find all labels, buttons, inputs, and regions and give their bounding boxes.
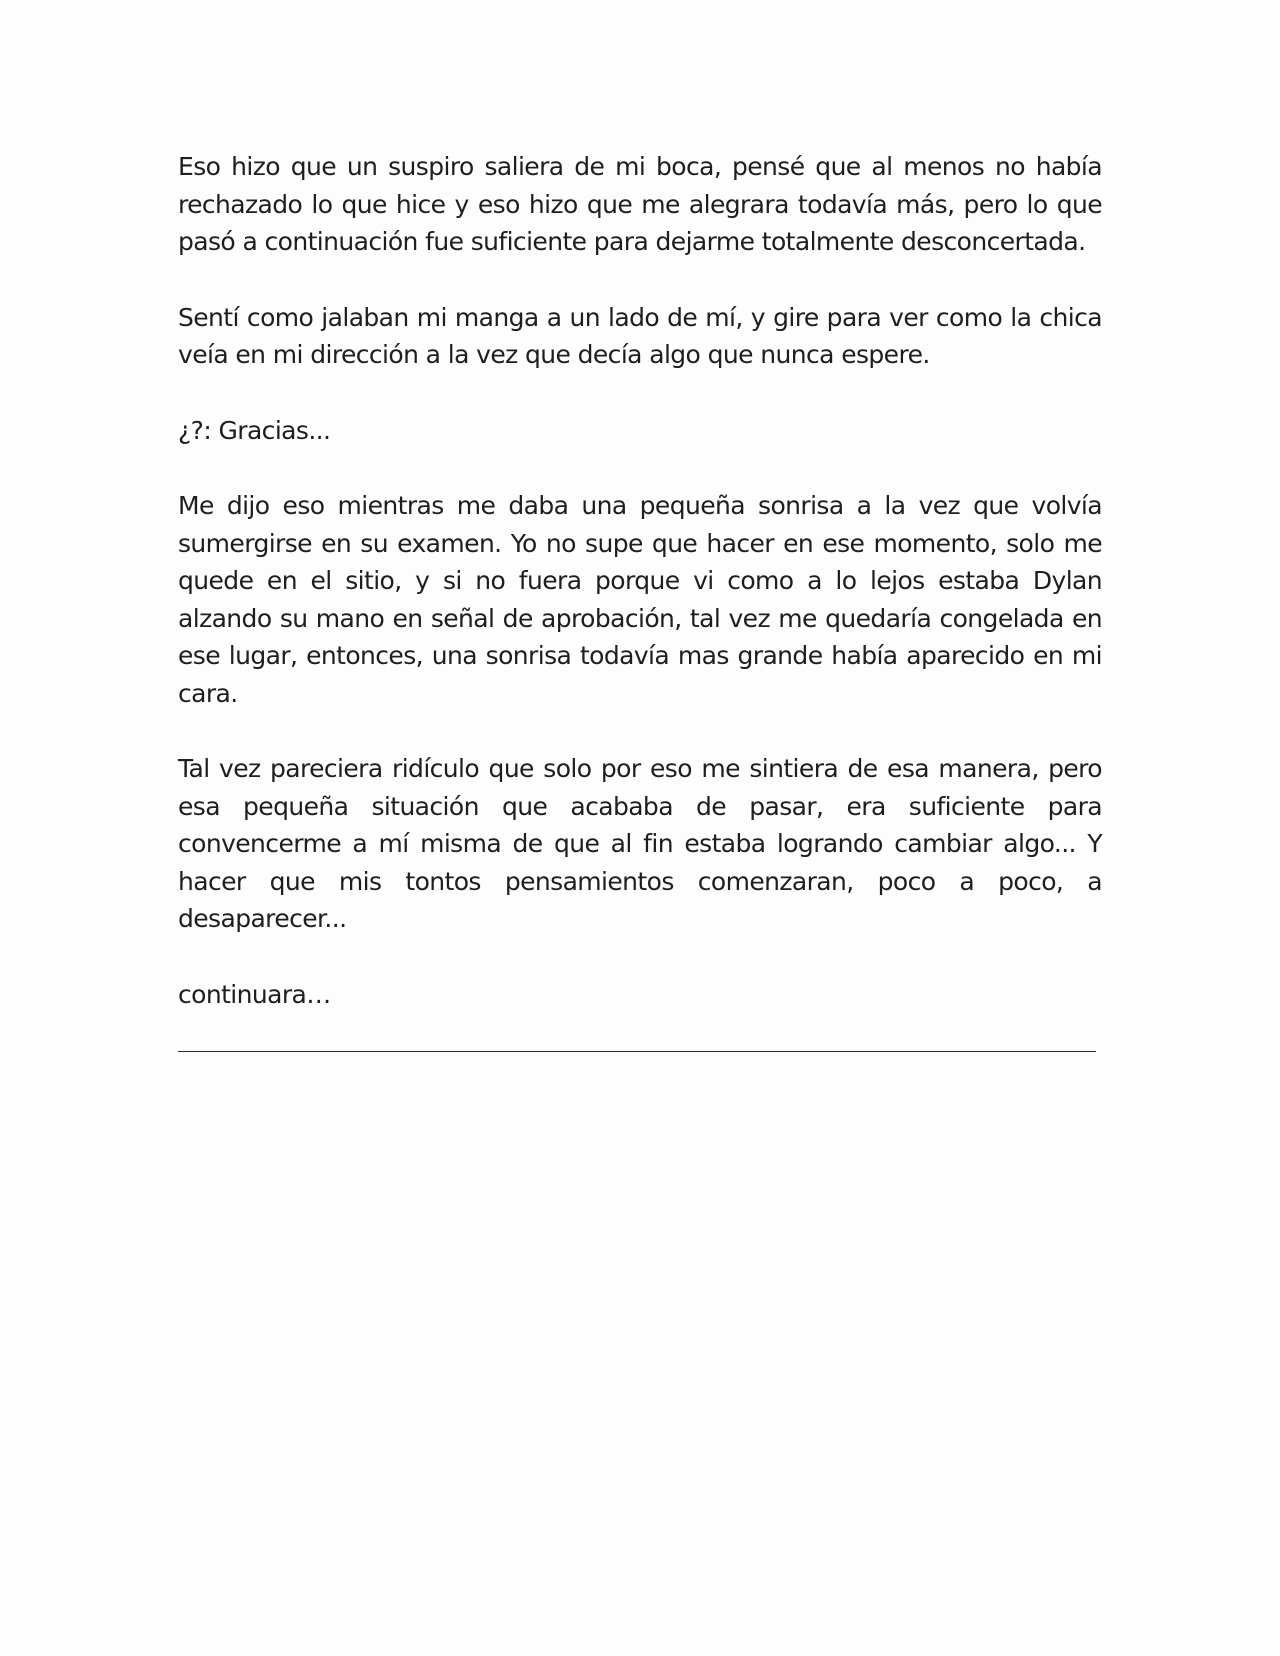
paragraph-4: Tal vez pareciera ridículo que solo por eso me sintiera de esa manera, pero esa pequeña situación que acababa de pasar, era suficiente para convencerme a mí misma de que al fin estaba logrando cambiar algo... Y hacer que mis tontos pensamientos comenzaran, poco a poco, a desaparecer... xyxy=(178,754,1102,933)
dialogue-line: ¿?: Gracias... xyxy=(178,415,331,445)
paragraph-1: Eso hizo que un suspiro saliera de mi boca, pensé que al menos no había rechazado lo que hice y eso hizo que me alegrara todavía más, pero lo que pasó a continuación fue suficiente para dejarme totalmente desconcertada. xyxy=(178,152,1102,256)
paragraph-2: Sentí como jalaban mi manga a un lado de mí, y gire para ver como la chica veía en mi dirección a la vez que decía algo que nunca espere. xyxy=(178,302,1102,369)
paragraph-3: Me dijo eso mientras me daba una pequeña sonrisa a la vez que volvía sumergirse en su examen. Yo no supe que hacer en ese momento, solo me quede en el sitio, y si no fuera porque vi como a lo lejos estaba Dylan alzando su mano en señal de aprobación, tal vez me quedaría congelada en ese lugar, entonces, una sonrisa todavía mas grande había aparecido en mi cara. xyxy=(178,491,1102,708)
document-body xyxy=(178,148,1102,1052)
separator-line xyxy=(178,1051,1096,1052)
continuation-note: continuara… xyxy=(178,979,331,1009)
